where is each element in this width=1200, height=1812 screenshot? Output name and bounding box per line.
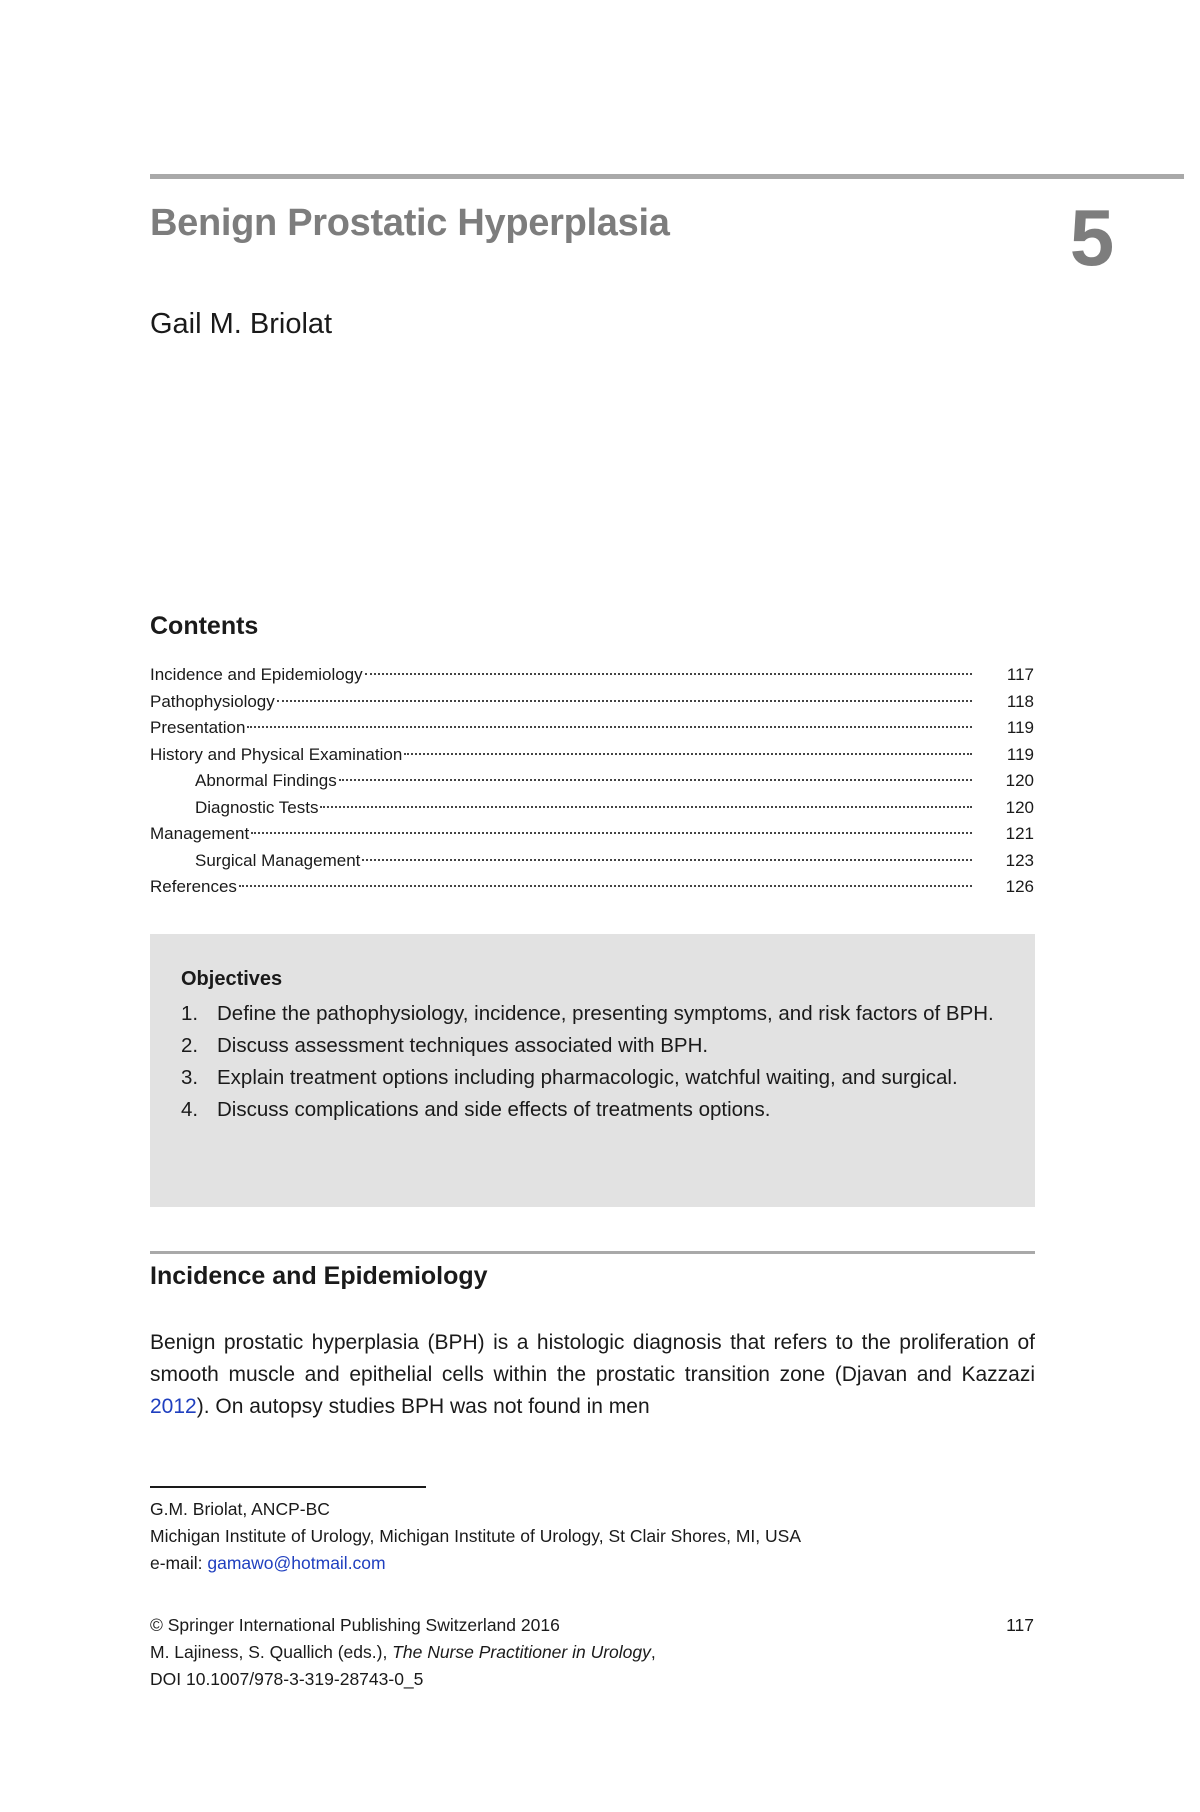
toc-dot-leader — [365, 673, 972, 675]
table-of-contents — [150, 662, 1034, 901]
body-text-end: ). On autopsy studies BPH was not found in men — [196, 1395, 650, 1418]
footnote-email-line — [150, 1550, 801, 1577]
objective-text: Discuss assessment techniques associated with BPH. — [217, 1034, 709, 1057]
toc-entry-page: 119 — [1006, 744, 1034, 764]
objective-number: 4. — [181, 1098, 199, 1121]
toc-entry[interactable] — [150, 821, 1034, 848]
doi-line: DOI 10.1007/978-3-319-28743-0_5 — [150, 1669, 424, 1689]
book-title: The Nurse Practitioner in Urology — [392, 1642, 651, 1662]
toc-entry[interactable] — [150, 689, 1034, 716]
editors-line — [150, 1639, 656, 1666]
toc-entry-page: 118 — [1006, 691, 1034, 711]
toc-entry[interactable] — [150, 742, 1034, 769]
editors-suffix: , — [650, 1642, 656, 1662]
toc-dot-leader — [251, 832, 972, 834]
toc-subentry[interactable] — [150, 768, 1034, 795]
copyright-line: © Springer International Publishing Switzerland 2016 — [150, 1615, 560, 1635]
objective-item — [181, 1094, 1003, 1126]
body-paragraph — [150, 1327, 1035, 1423]
objective-item — [181, 998, 1003, 1030]
objective-number: 3. — [181, 1066, 199, 1089]
toc-entry-title: History and Physical Examination — [150, 744, 403, 764]
toc-entry-title: References — [150, 877, 237, 896]
objective-number: 1. — [181, 1002, 199, 1025]
citation-link[interactable]: 2012 — [150, 1395, 197, 1418]
footnote-institution: Michigan Institute of Urology, Michigan Institute of Urology, St Clair Shores, MI, USA — [150, 1526, 802, 1546]
toc-entry-title: Abnormal Findings — [195, 771, 337, 790]
objectives-list — [181, 998, 1003, 1126]
toc-entry[interactable] — [150, 874, 1034, 901]
objectives-heading: Objectives — [181, 968, 283, 990]
objective-text: Discuss complications and side effects of treatments options. — [217, 1098, 771, 1121]
toc-entry-page: 126 — [1005, 877, 1034, 896]
toc-dot-leader — [277, 700, 972, 702]
toc-entry-title: Pathophysiology — [150, 691, 275, 711]
page-number: 117 — [1006, 1615, 1034, 1635]
footnote-email-label: e-mail: — [150, 1553, 208, 1573]
toc-entry[interactable] — [150, 662, 1034, 689]
objective-number: 2. — [181, 1034, 199, 1057]
toc-subentry[interactable] — [150, 848, 1034, 875]
toc-entry-page: 121 — [1005, 824, 1034, 843]
toc-dot-leader — [404, 753, 972, 755]
publisher-footer — [150, 1612, 656, 1693]
section-rule — [150, 1251, 1035, 1254]
toc-dot-leader — [320, 806, 972, 808]
objective-text: Explain treatment options including pharmacologic, watchful waiting, and surgical. — [217, 1066, 958, 1089]
toc-entry-page: 120 — [1005, 797, 1034, 817]
objective-item — [181, 1030, 1003, 1062]
footnote-author: G.M. Briolat, ANCP-BC — [150, 1499, 330, 1519]
toc-subentry[interactable] — [150, 795, 1034, 822]
footnote-email-link[interactable]: gamawo@hotmail.com — [207, 1553, 386, 1573]
toc-dot-leader — [339, 779, 972, 781]
toc-entry-title: Management — [150, 824, 250, 843]
toc-entry-title: Presentation — [150, 718, 246, 737]
toc-entry-page: 117 — [1006, 665, 1034, 684]
toc-entry[interactable] — [150, 715, 1034, 742]
author-footnote — [150, 1496, 801, 1577]
footnote-rule — [150, 1486, 426, 1488]
contents-heading: Contents — [150, 612, 259, 640]
toc-entry-title: Diagnostic Tests — [195, 797, 319, 817]
chapter-top-rule — [150, 174, 1184, 179]
editors: M. Lajiness, S. Quallich (eds.), — [150, 1642, 393, 1662]
objective-text: Define the pathophysiology, incidence, presenting symptoms, and risk factors of BPH. — [217, 1002, 994, 1025]
toc-dot-leader — [239, 885, 972, 887]
toc-entry-page: 119 — [1006, 718, 1034, 737]
toc-entry-title: Incidence and Epidemiology — [150, 665, 363, 684]
chapter-number: 5 — [1069, 193, 1115, 282]
toc-entry-page: 123 — [1005, 850, 1034, 870]
objective-item — [181, 1062, 1003, 1094]
toc-dot-leader — [247, 726, 972, 728]
toc-entry-page: 120 — [1005, 771, 1034, 790]
toc-entry-title: Surgical Management — [195, 850, 361, 870]
section-heading: Incidence and Epidemiology — [150, 1262, 488, 1290]
body-text-start: Benign prostatic hyperplasia (BPH) is a histologic diagnosis that refers to the proliferation of smooth muscle and epithelial cells within the prostatic transition zone (Djavan and Kazzazi — [150, 1331, 1035, 1386]
chapter-title: Benign Prostatic Hyperplasia — [150, 202, 670, 244]
chapter-author: Gail M. Briolat — [150, 308, 333, 340]
objectives-box — [150, 934, 1035, 1207]
toc-dot-leader — [362, 859, 972, 861]
